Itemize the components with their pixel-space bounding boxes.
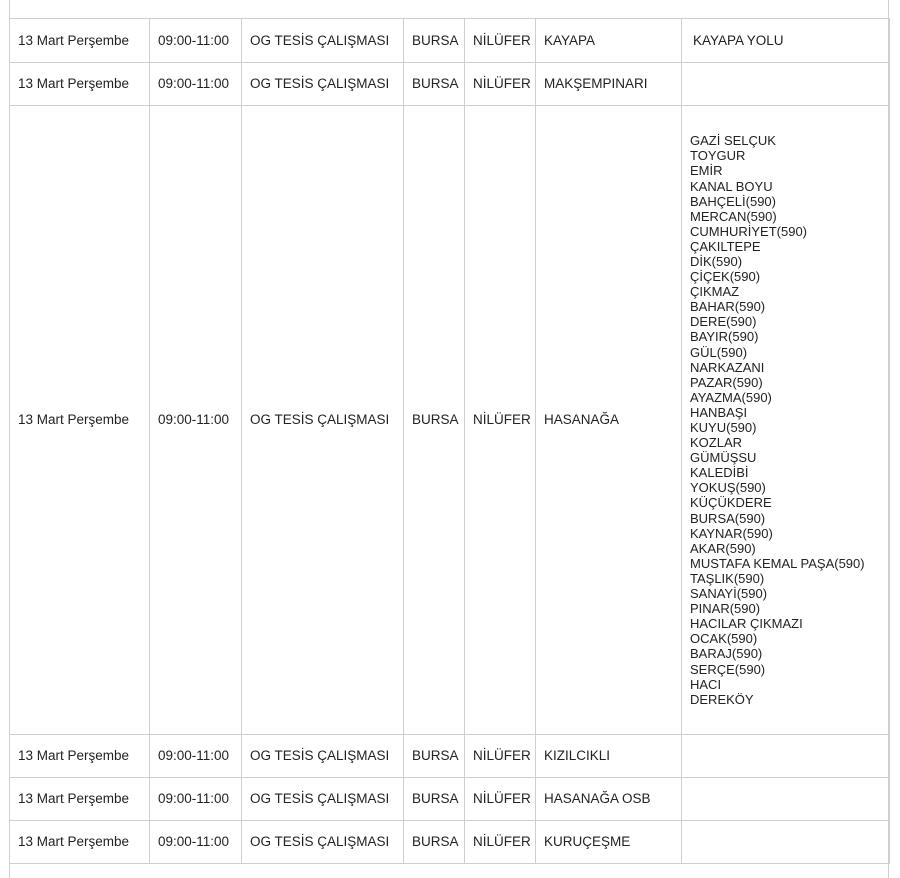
- date-cell: 13 Mart Perşembe: [10, 63, 150, 106]
- outage-table: [9, 18, 890, 864]
- work-type-cell: OG TESİS ÇALIŞMASI: [242, 821, 404, 864]
- streets-cell: [682, 19, 890, 63]
- street-name: GÜL(590): [690, 344, 748, 360]
- street-name: YOKUŞ(590): [690, 480, 766, 496]
- city-cell: BURSA: [404, 821, 465, 864]
- street-name: EMİR: [690, 163, 723, 179]
- neighborhood-cell: HASANAĞA OSB: [536, 778, 682, 821]
- street-name: ÇİÇEK(590): [690, 269, 761, 285]
- street-name: SANAYİ(590): [690, 586, 768, 602]
- district-cell: NİLÜFER: [465, 778, 536, 821]
- table-row: [10, 735, 890, 778]
- time-cell: 09:00-11:00: [150, 19, 242, 63]
- street-name: KAYNAR(590): [690, 525, 773, 541]
- district-cell: NİLÜFER: [465, 106, 536, 735]
- street-name: KANAL BOYU: [690, 178, 773, 194]
- neighborhood-cell: KAYAPA: [536, 19, 682, 63]
- street-name: SERÇE(590): [690, 661, 766, 677]
- street-name: AKAR(590): [690, 540, 756, 556]
- district-cell: NİLÜFER: [465, 19, 536, 63]
- time-cell: 09:00-11:00: [150, 778, 242, 821]
- time-cell: 09:00-11:00: [150, 63, 242, 106]
- date-cell: 13 Mart Perşembe: [10, 19, 150, 63]
- street-name: ÇIKMAZ: [690, 284, 740, 300]
- work-type-cell: OG TESİS ÇALIŞMASI: [242, 735, 404, 778]
- street-name: KÜÇÜKDERE: [690, 495, 772, 511]
- street-name: KALEDİBİ: [690, 465, 749, 481]
- street-name: PAZAR(590): [690, 374, 763, 390]
- streets-cell: [682, 778, 890, 821]
- neighborhood-cell: KURUÇEŞME: [536, 821, 682, 864]
- streets-cell: [682, 106, 890, 735]
- date-cell: 13 Mart Perşembe: [10, 735, 150, 778]
- street-name: KAYAPA YOLU: [693, 32, 784, 48]
- street-name: TAŞLIK(590): [690, 570, 765, 586]
- outage-table-body: [10, 19, 890, 864]
- street-name: HANBAŞI: [690, 404, 748, 420]
- street-name: AYAZMA(590): [690, 389, 772, 405]
- date-cell: 13 Mart Perşembe: [10, 106, 150, 735]
- table-row: [10, 63, 890, 106]
- street-name: BURSA(590): [690, 510, 766, 526]
- district-cell: NİLÜFER: [465, 735, 536, 778]
- street-name: BARAJ(590): [690, 646, 763, 662]
- street-name: BAHÇELİ(590): [690, 193, 776, 209]
- work-type-cell: OG TESİS ÇALIŞMASI: [242, 778, 404, 821]
- street-name: PINAR(590): [690, 601, 761, 617]
- street-name: BAHAR(590): [690, 299, 766, 315]
- neighborhood-cell: KIZILCIKLI: [536, 735, 682, 778]
- work-type-cell: OG TESİS ÇALIŞMASI: [242, 106, 404, 735]
- work-type-cell: OG TESİS ÇALIŞMASI: [242, 19, 404, 63]
- street-name: OCAK(590): [690, 631, 758, 647]
- street-name: HACILAR ÇIKMAZI: [690, 616, 803, 632]
- district-cell: NİLÜFER: [465, 821, 536, 864]
- street-name: DİK(590): [690, 253, 743, 269]
- district-cell: NİLÜFER: [465, 63, 536, 106]
- street-name: HACI: [690, 676, 722, 692]
- city-cell: BURSA: [404, 778, 465, 821]
- street-name: BAYIR(590): [690, 329, 759, 345]
- date-cell: 13 Mart Perşembe: [10, 778, 150, 821]
- street-name: ÇAKILTEPE: [690, 238, 761, 254]
- street-name: KOZLAR: [690, 435, 743, 451]
- street-name: GAZİ SELÇUK: [690, 133, 776, 149]
- street-name: DEREKÖY: [690, 691, 754, 707]
- table-row: [10, 821, 890, 864]
- time-cell: 09:00-11:00: [150, 735, 242, 778]
- streets-cell: [682, 735, 890, 778]
- city-cell: BURSA: [404, 63, 465, 106]
- table-row: [10, 778, 890, 821]
- time-cell: 09:00-11:00: [150, 821, 242, 864]
- street-name: CUMHURİYET(590): [690, 223, 808, 239]
- work-type-cell: OG TESİS ÇALIŞMASI: [242, 63, 404, 106]
- streets-cell: [682, 63, 890, 106]
- street-name: NARKAZANI: [690, 359, 765, 375]
- street-name: MUSTAFA KEMAL PAŞA(590): [690, 555, 865, 571]
- street-name: DERE(590): [690, 314, 757, 330]
- neighborhood-cell: HASANAĞA: [536, 106, 682, 735]
- neighborhood-cell: MAKŞEMPINARI: [536, 63, 682, 106]
- city-cell: BURSA: [404, 106, 465, 735]
- city-cell: BURSA: [404, 19, 465, 63]
- time-cell: 09:00-11:00: [150, 106, 242, 735]
- date-cell: 13 Mart Perşembe: [10, 821, 150, 864]
- city-cell: BURSA: [404, 735, 465, 778]
- table-row: [10, 19, 890, 63]
- street-name: GÜMÜŞSU: [690, 450, 757, 466]
- street-name: MERCAN(590): [690, 208, 777, 224]
- street-name: TOYGUR: [690, 148, 746, 164]
- table-row: [10, 106, 890, 735]
- street-name: KUYU(590): [690, 420, 757, 435]
- streets-cell: [682, 821, 890, 864]
